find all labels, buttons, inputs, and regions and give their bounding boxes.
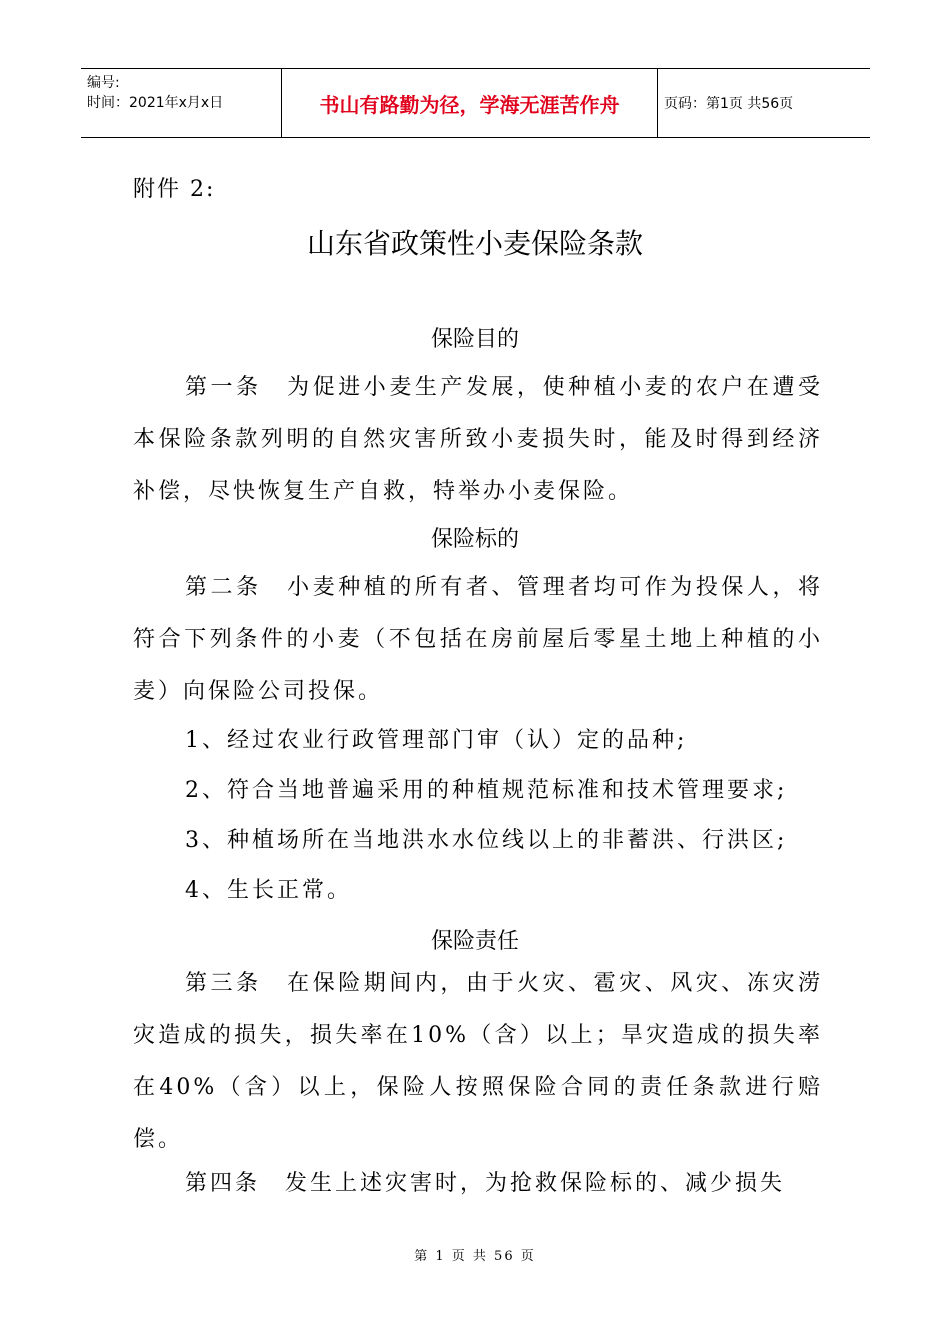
article-1: 第一条 为促进小麦生产发展，使种植小麦的农户在遭受本保险条款列明的自然灾害所致小麦损失时，能及时得到经济补偿，尽快恢复生产自救，特举办小麦保险。 (133, 375, 823, 504)
annex-label: 附件 2: (133, 177, 216, 202)
article-4: 第四条 发生上述灾害时，为抢救保险标的、减少损失 (185, 1171, 786, 1196)
page-footer: 第 1 页 共 56 页 (414, 1249, 536, 1264)
section-heading-liability: 保险责任 (430, 929, 519, 954)
page-header (81, 68, 870, 138)
document-title: 山东省政策性小麦保险条款 (306, 227, 643, 260)
document-time-label: 时间：2021年x月x日 (87, 95, 224, 111)
condition-1: 1、经过农业行政管理部门审（认）定的品种; (185, 728, 688, 753)
section-heading-purpose: 保险目的 (430, 327, 519, 352)
header-motto: 书山有路勤为径，学海无涯苦作舟 (281, 69, 658, 137)
section-heading-subject: 保险标的 (430, 527, 519, 552)
condition-4: 4、生长正常。 (185, 878, 352, 903)
condition-2: 2、符合当地普遍采用的种植规范标准和技术管理要求; (185, 778, 788, 803)
header-page-info: 页码：第1页 共56页 (664, 96, 794, 112)
document-number-label: 编号: (87, 75, 120, 91)
header-meta (81, 69, 281, 137)
condition-3: 3、种植场所在当地洪水水位线以上的非蓄洪、行洪区; (185, 828, 788, 853)
article-3: 第三条 在保险期间内，由于火灾、雹灾、风灾、冻灾涝灾造成的损失，损失率在10%（含）以上；旱灾造成的损失率在40%（含）以上，保险人按照保险合同的责任条款进行赔偿。 (133, 971, 823, 1152)
article-2: 第二条 小麦种植的所有者、管理者均可作为投保人，将符合下列条件的小麦（不包括在房前屋后零星土地上种植的小麦）向保险公司投保。 (133, 575, 823, 704)
